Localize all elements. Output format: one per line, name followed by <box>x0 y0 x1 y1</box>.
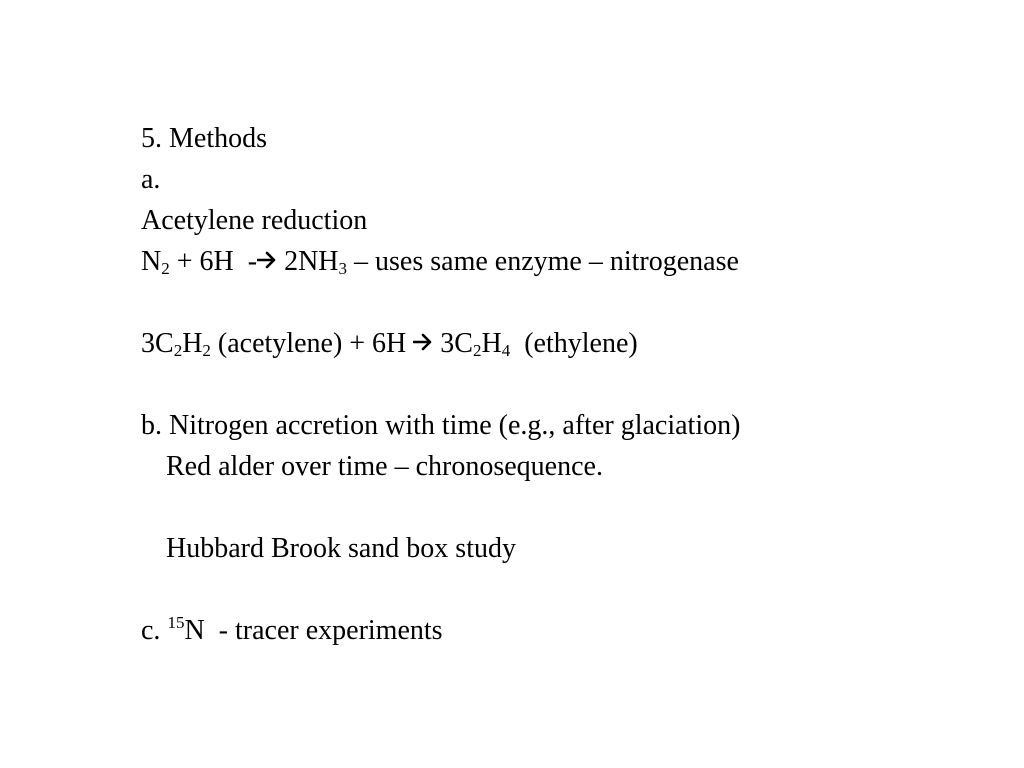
spacer <box>141 569 1001 610</box>
section-c-prefix: c. <box>141 615 168 646</box>
section-c <box>141 610 1001 651</box>
reaction-acetylene <box>141 323 1001 364</box>
section-a-title <box>141 200 1001 241</box>
reaction2-c2h2-name: (acetylene) + 6H <box>210 328 414 359</box>
reaction2-c2h4-name: (ethylene) <box>510 328 638 359</box>
reaction2-c2h4-b: H <box>481 328 502 359</box>
reaction2-c2h2-a: 3C <box>141 328 174 359</box>
reaction1-plus: + 6H - <box>169 246 258 277</box>
reaction1-n: N <box>141 246 162 277</box>
reaction2-c2h2-sub2: 2 <box>202 341 211 360</box>
spacer <box>141 364 1001 405</box>
reaction1-product: 2NH <box>277 246 339 277</box>
slide-heading <box>141 118 1001 159</box>
spacer <box>141 487 1001 528</box>
reaction-nitrogen <box>141 241 1001 282</box>
reaction1-note: – uses same enzyme – nitrogenase <box>347 246 739 277</box>
reaction1-n-sub: 2 <box>161 259 170 278</box>
slide-content <box>141 118 1001 651</box>
section-a-title-text: Acetylene reduction <box>141 205 368 236</box>
section-b-line2-text: Red alder over time – chronosequence. <box>166 451 603 482</box>
section-b-line1-text: b. Nitrogen accretion with time (e.g., after glaciation) <box>141 410 741 441</box>
section-b-line3-text: Hubbard Brook sand box study <box>166 533 516 564</box>
spacer <box>141 282 1001 323</box>
section-c-isotope-sup: 15 <box>167 613 185 632</box>
reaction2-c2h4-sub2: 4 <box>501 341 511 360</box>
heading-text: 5. Methods <box>141 123 267 154</box>
right-arrow-icon <box>413 323 433 364</box>
reaction1-product-sub: 3 <box>338 259 348 278</box>
reaction2-c2h4-a: 3C <box>433 328 473 359</box>
reaction2-c2h2-sub1: 2 <box>173 341 183 360</box>
section-a-label <box>141 159 1001 200</box>
reaction2-c2h4-sub1: 2 <box>472 341 482 360</box>
section-a-label-text: a. <box>141 164 161 195</box>
section-b-line2 <box>141 446 1001 487</box>
section-b-line1 <box>141 405 1001 446</box>
right-arrow-icon <box>257 241 277 282</box>
section-b-line3 <box>141 528 1001 569</box>
section-c-isotope: N <box>184 615 205 646</box>
reaction2-c2h2-b: H <box>182 328 203 359</box>
section-c-rest: - tracer experiments <box>204 615 443 646</box>
